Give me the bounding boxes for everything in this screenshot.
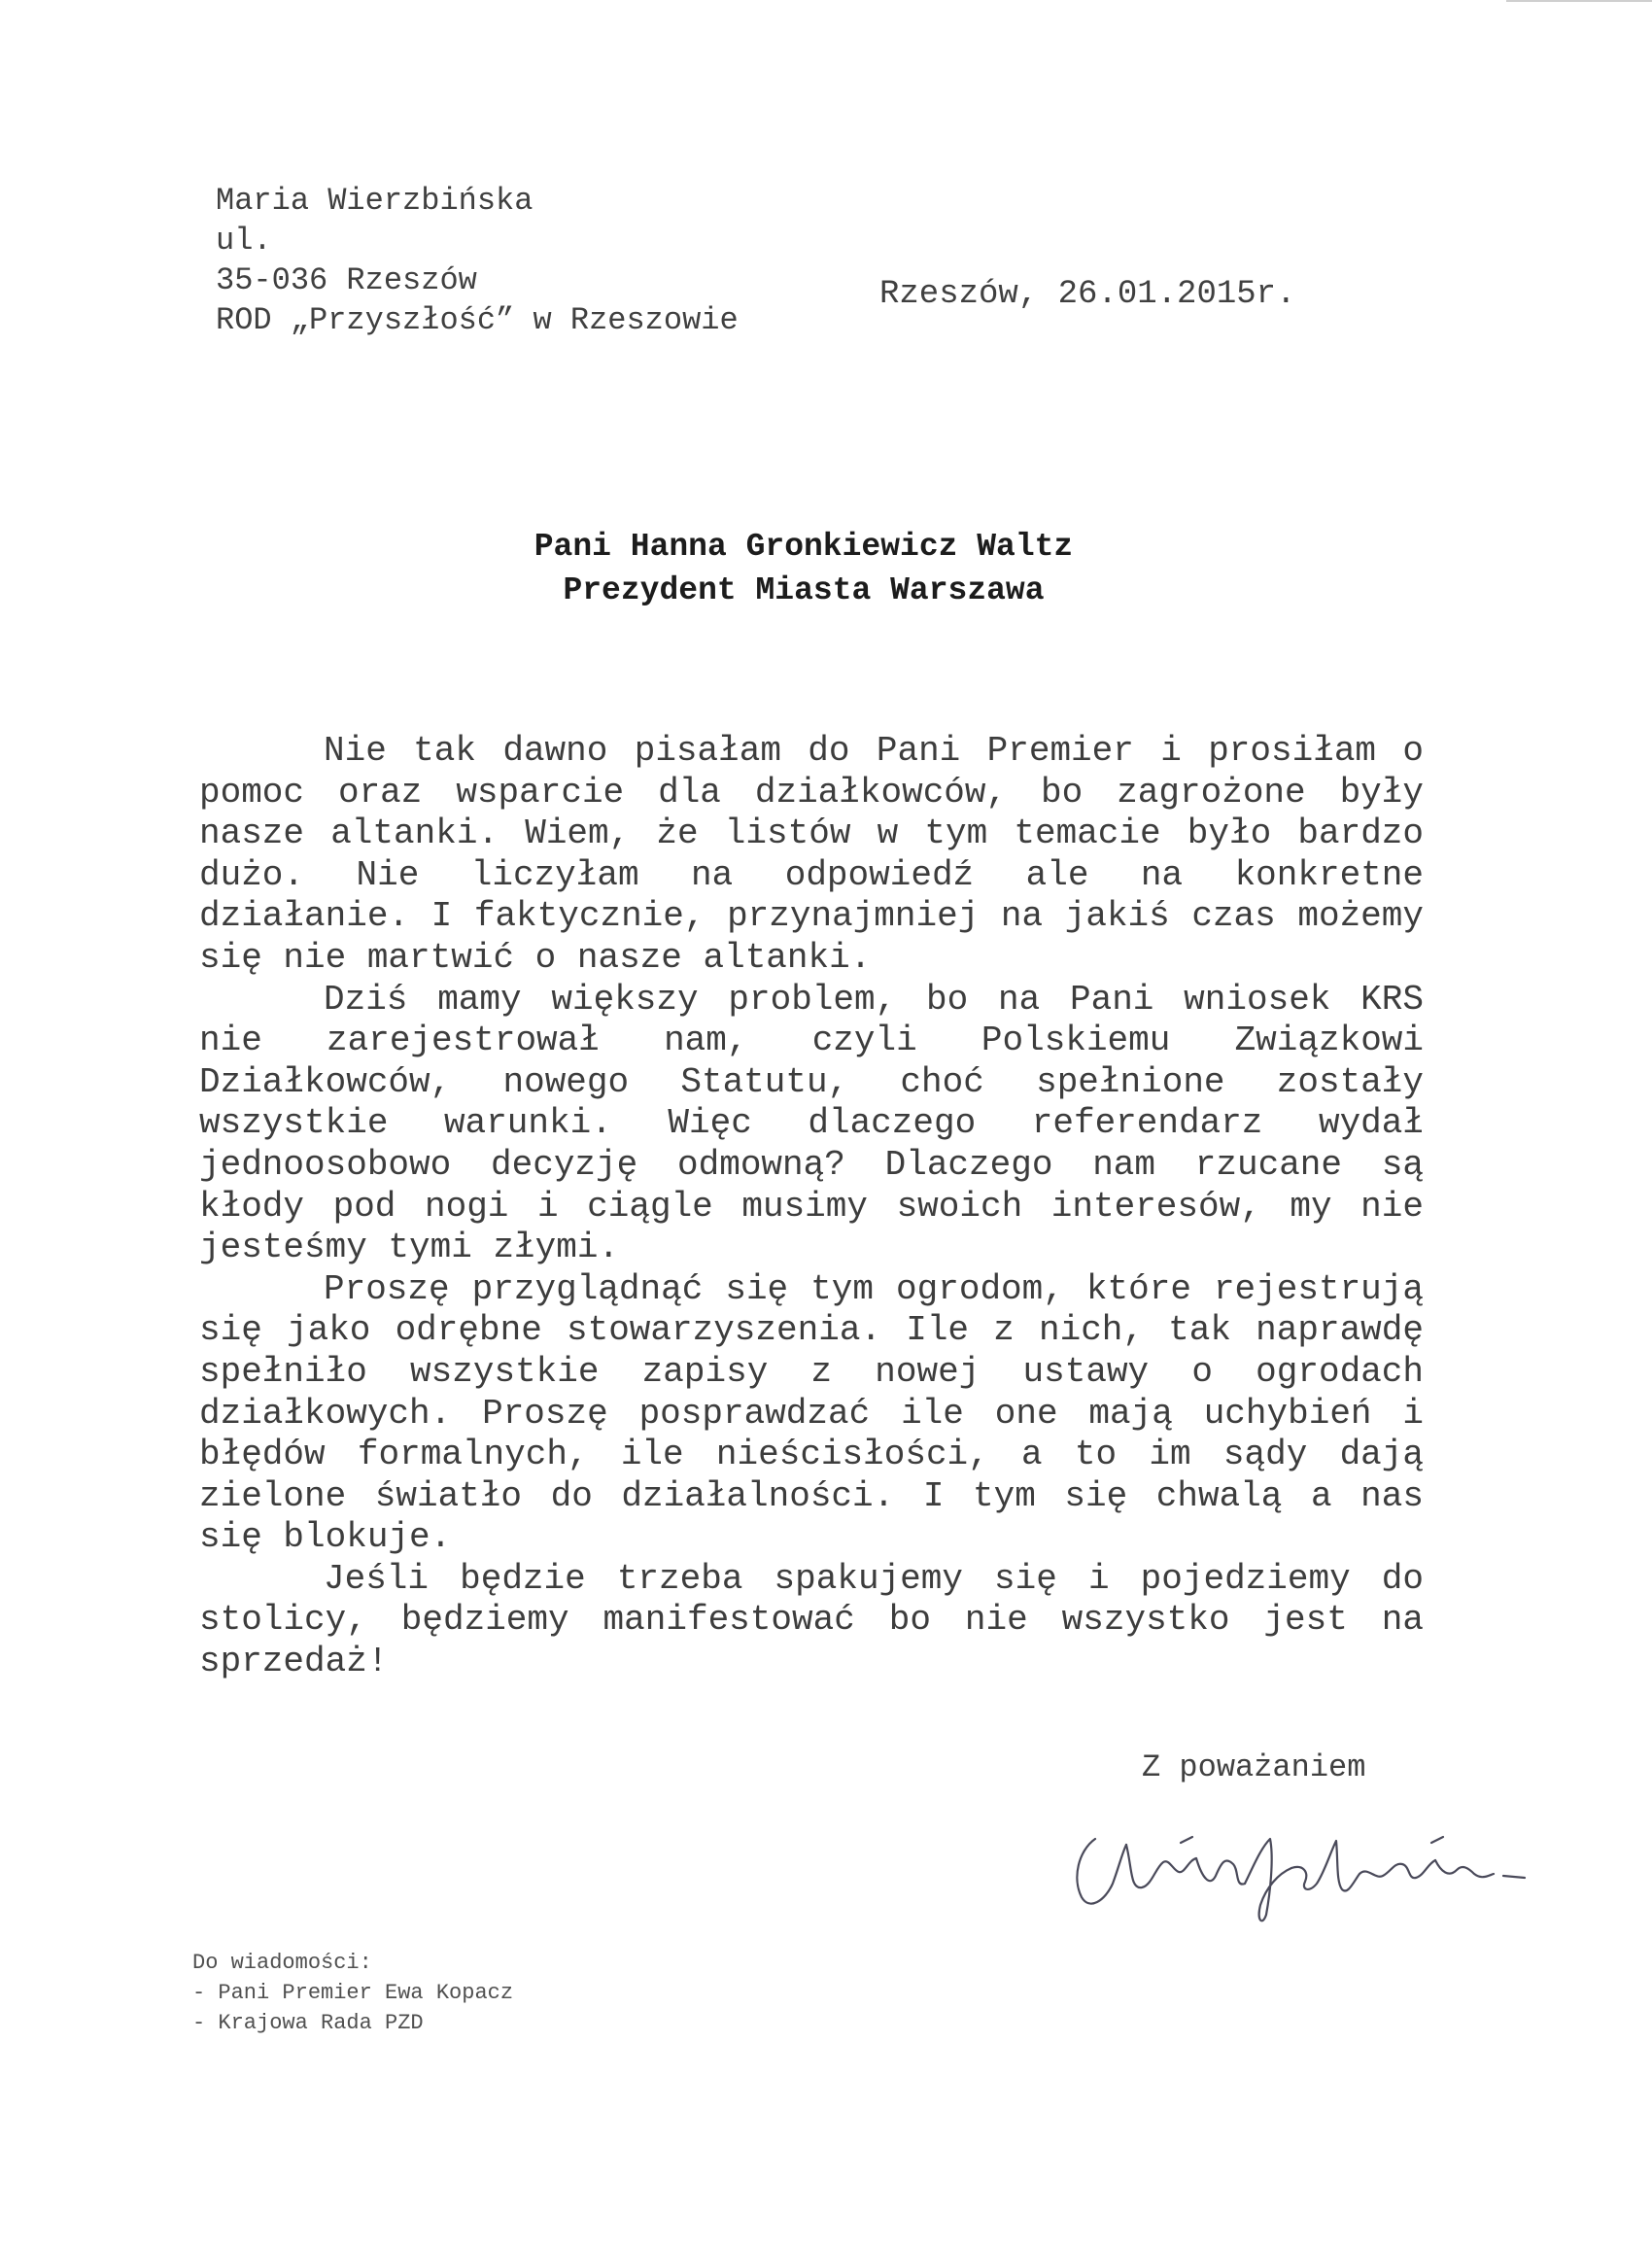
recipient-title: Prezydent Miasta Warszawa	[563, 572, 1045, 608]
cc-block	[192, 1948, 513, 2038]
page-edge-rule	[1506, 0, 1652, 2]
body-paragraph: Nie tak dawno pisałam do Pani Premier i prosiłam o pomoc oraz wsparcie dla działkowców, bo zagrożone były nasze altanki. Wiem, że listów w tym temacie było bardzo dużo. Nie liczyłam na odpowiedź ale na konkretne działanie. I faktycznie, przynajmniej na jakiś czas możemy się nie martwić o nasze altanki.	[199, 731, 1424, 978]
recipient-block	[216, 525, 1392, 612]
recipient-name: Pani Hanna Gronkiewicz Waltz	[533, 529, 1074, 565]
sender-organization: ROD „Przyszłość” w Rzeszowie	[216, 302, 739, 338]
date-line: Rzeszów, 26.01.2015r.	[879, 276, 1296, 313]
sender-city: 35-036 Rzeszów	[216, 262, 477, 298]
body-paragraph: Dziś mamy większy problem, bo na Pani wniosek KRS nie zarejestrował nam, czyli Polskiemu Związkowi Działkowców, nowego Statutu, choć spełnione zostały wszystkie warunki. Więc dlaczego referendarz wydał jednoosobowo decyzję odmowną? Dlaczego nam rzucane są kłody pod nogi i ciągle musimy swoich interesów, my nie jesteśmy tymi złymi.	[199, 979, 1424, 1268]
sender-street: ul.	[216, 223, 272, 259]
sender-name: Maria Wierzbińska	[216, 183, 533, 219]
body-paragraph: Proszę przyglądnąć się tym ogrodom, które rejestrują się jako odrębne stowarzyszenia. Ile z nich, tak naprawdę spełniło wszystkie zapisy z nowej ustawy o ogrodach działkowych. Proszę posprawdzać ile one mają uchybień i błędów formalnych, ile nieścisłości, a to im sądy dają zielone światło do działalności. I tym się chwalą a nas się blokuje.	[199, 1268, 1424, 1558]
cc-item: - Pani Premier Ewa Kopacz	[192, 1981, 514, 2005]
sender-address-block	[216, 181, 739, 340]
cc-item: - Krajowa Rada PZD	[192, 2011, 424, 2035]
cc-heading: Do wiadomości:	[192, 1951, 372, 1975]
body-paragraph: Jeśli będzie trzeba spakujemy się i pojedziemy do stolicy, będziemy manifestować bo nie wszystko jest na sprzedaż!	[199, 1558, 1424, 1682]
closing-salutation: Z poważaniem	[1142, 1749, 1366, 1785]
letter-body	[199, 731, 1424, 1683]
handwritten-signature-icon	[1054, 1800, 1540, 1936]
